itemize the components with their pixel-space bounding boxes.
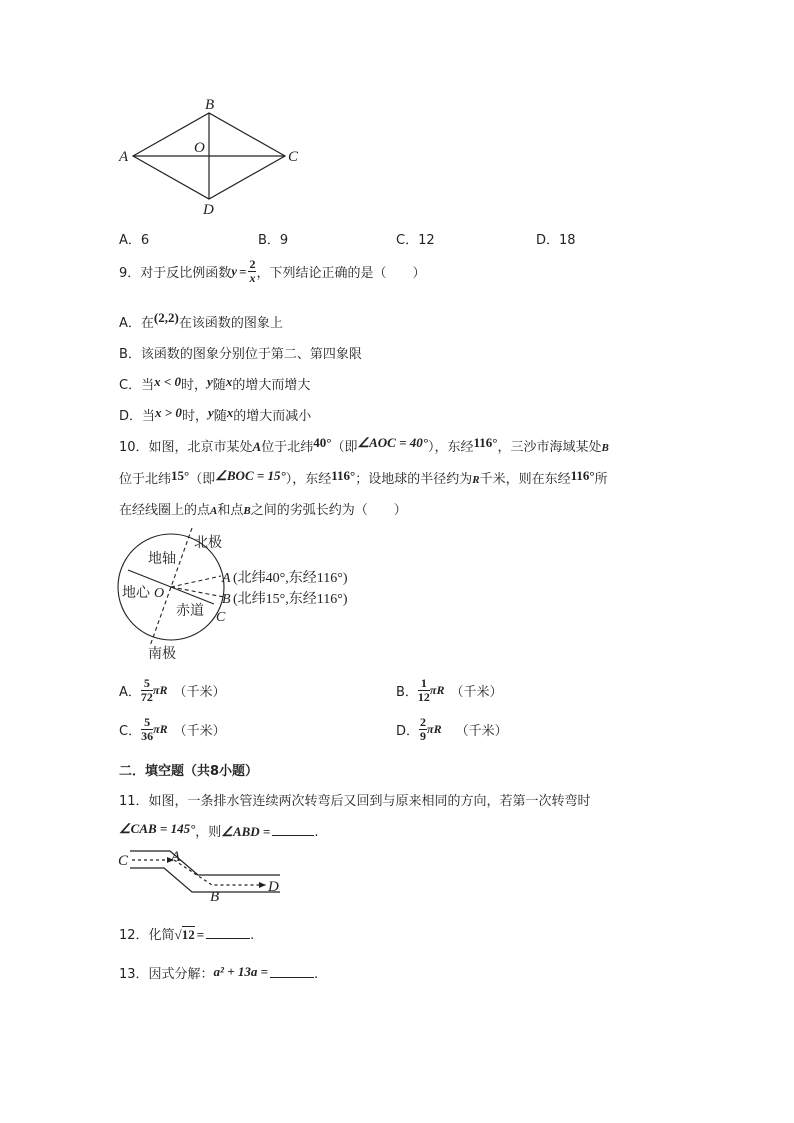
q10-l3-a: 在经线圈上的点 bbox=[119, 503, 211, 518]
q12-answer-blank[interactable] bbox=[206, 926, 250, 939]
q9-fraction-den: x bbox=[249, 271, 256, 285]
earth-label-south-pole: 南极 bbox=[148, 647, 176, 662]
q12-sqrt: √12 bbox=[174, 927, 195, 942]
q9-stem bbox=[119, 258, 426, 285]
q13 bbox=[119, 963, 318, 982]
q9-d-x: x bbox=[226, 405, 234, 420]
q10-l1-116: 116° bbox=[473, 435, 498, 450]
q10-b-letter: B． bbox=[396, 685, 418, 700]
q10-d-num: 2 bbox=[420, 715, 427, 729]
q10-a-fraction bbox=[141, 677, 153, 704]
q10-option-b bbox=[396, 677, 503, 704]
q8-option-b: B．9 bbox=[258, 233, 289, 248]
q8-option-a: A．6 bbox=[119, 233, 150, 248]
q9-d-condition: x > 0 bbox=[155, 405, 182, 420]
q10-l1-point-a: A bbox=[252, 439, 262, 454]
q10-d-den: 9 bbox=[420, 729, 427, 743]
rhombus-label-a: A bbox=[119, 149, 129, 165]
section-fill-in-title: 二．填空题（共8小题） bbox=[119, 764, 259, 779]
q12-prefix: 12．化简 bbox=[119, 928, 175, 943]
q9-d-prefix: D．当 bbox=[119, 409, 156, 424]
q11-mid: ，则 bbox=[195, 825, 222, 840]
earth-label-b: B bbox=[222, 592, 231, 607]
q10-l3-point-b: B bbox=[243, 505, 251, 517]
q10-l2-e: 千米，则在东经 bbox=[479, 472, 571, 487]
rhombus-label-o: O bbox=[194, 140, 205, 156]
rhombus-label-d: D bbox=[203, 202, 214, 218]
q9-option-a bbox=[119, 312, 283, 331]
q11-angle-cab: ∠CAB = 145° bbox=[119, 821, 196, 836]
q9-a-point: (2,2) bbox=[153, 310, 179, 325]
q10-b-unit: （千米） bbox=[450, 685, 503, 700]
q11-answer-blank[interactable] bbox=[272, 823, 314, 836]
q9-prefix: 9．对于反比例函数 bbox=[119, 266, 232, 281]
q10-option-a bbox=[119, 677, 225, 704]
q10-l3-c: 之间的劣弧长约为（ ） bbox=[250, 503, 407, 518]
earth-note-a: (北纬40°,东经116°) bbox=[233, 571, 348, 586]
q10-l2-116b: 116° bbox=[570, 468, 595, 483]
q10-a-unit: （千米） bbox=[173, 685, 226, 700]
rhombus-figure bbox=[115, 95, 315, 220]
q8-option-d: D．18 bbox=[536, 233, 576, 248]
q9-a-suffix: 在该函数的图象上 bbox=[178, 316, 283, 331]
q13-answer-blank[interactable] bbox=[270, 965, 314, 978]
earth-label-a: A bbox=[222, 571, 231, 586]
q10-l2-f: 所 bbox=[594, 472, 608, 487]
q10-a-den: 72 bbox=[140, 690, 153, 704]
q8-option-c: C．12 bbox=[396, 233, 435, 248]
q10-line-1 bbox=[119, 436, 609, 455]
q10-c-fraction bbox=[141, 716, 153, 743]
earth-label-center: 地心 bbox=[122, 586, 150, 601]
q9-eq: = bbox=[239, 263, 247, 279]
q9-suffix: ，下列结论正确的是（ ） bbox=[256, 266, 426, 281]
q10-l1-d: ），东经 bbox=[427, 440, 474, 455]
q10-l2-a: 位于北纬 bbox=[119, 472, 172, 487]
q10-c-den: 36 bbox=[141, 729, 154, 743]
q9-d-suffix: 的增大而减小 bbox=[233, 409, 312, 424]
q12-radicand: 12 bbox=[181, 927, 195, 942]
q9-fraction-num: 2 bbox=[249, 257, 256, 271]
earth-label-axis: 地轴 bbox=[148, 552, 176, 567]
q11-angle-abd: ∠ABD = bbox=[221, 824, 271, 839]
q11-line-1: 11．如图，一条排水管连续两次转弯后又回到与原来相同的方向，若第一次转弯时 bbox=[119, 794, 591, 809]
q10-d-letter: D． bbox=[396, 724, 420, 739]
q9-c-prefix: C．当 bbox=[119, 378, 155, 393]
q10-l3-point-a: A bbox=[210, 505, 218, 517]
q12-end: . bbox=[250, 928, 255, 943]
q10-l1-b: 位于北纬 bbox=[261, 440, 314, 455]
q10-d-fraction bbox=[419, 716, 427, 743]
q10-l2-d: ；设地球的半径约为 bbox=[355, 472, 473, 487]
q10-l1-e: ，三沙市海域某处 bbox=[497, 440, 602, 455]
q10-line-2 bbox=[119, 468, 608, 487]
q10-d-pi-r: πR bbox=[427, 722, 442, 736]
earth-label-c: C bbox=[216, 610, 226, 625]
q11-line-2 bbox=[119, 821, 318, 840]
earth-note-b: (北纬15°,东经116°) bbox=[233, 592, 348, 607]
q10-d-unit: （千米） bbox=[455, 724, 508, 739]
q10-c-unit: （千米） bbox=[173, 724, 226, 739]
q9-a-prefix: A．在 bbox=[119, 316, 154, 331]
q10-l2-b: （即 bbox=[189, 472, 216, 487]
q12-eq: = bbox=[196, 927, 205, 942]
earth-diagram bbox=[112, 525, 372, 665]
q10-option-d bbox=[396, 716, 508, 743]
q9-option-c bbox=[119, 374, 310, 393]
q10-l1-c: （即 bbox=[331, 440, 358, 455]
rhombus-label-b: B bbox=[205, 97, 215, 113]
q10-b-den: 12 bbox=[417, 690, 430, 704]
q9-c-suffix: 的增大而增大 bbox=[232, 378, 311, 393]
q10-l2-angle-boc: ∠BOC = 15° bbox=[215, 468, 286, 483]
q10-l1-angle-aoc: ∠AOC = 40° bbox=[357, 435, 428, 450]
q12 bbox=[119, 924, 254, 943]
earth-label-north-pole: 北极 bbox=[194, 536, 222, 551]
q10-l2-c: ），东经 bbox=[285, 472, 332, 487]
q9-option-d bbox=[119, 405, 311, 424]
q9-d-mid2: 随 bbox=[213, 409, 227, 424]
pipe-label-b: B bbox=[210, 889, 220, 903]
q10-a-letter: A． bbox=[119, 685, 141, 700]
q10-c-letter: C． bbox=[119, 724, 142, 739]
q10-l2-r: R bbox=[472, 474, 480, 486]
pipe-label-d: D bbox=[268, 879, 279, 895]
q10-b-pi-r: πR bbox=[429, 683, 445, 697]
q9-c-mid: 时， bbox=[181, 378, 208, 393]
q9-c-condition: x < 0 bbox=[154, 374, 181, 389]
q10-b-num: 1 bbox=[418, 677, 430, 691]
q13-prefix: 13．因式分解： bbox=[119, 967, 214, 982]
q10-l2-116: 116° bbox=[331, 468, 356, 483]
q10-c-pi-r: πR bbox=[153, 722, 168, 736]
q10-l2-15: 15° bbox=[171, 468, 190, 483]
q10-l3-b: 和点 bbox=[217, 503, 244, 518]
q9-option-b: B．该函数的图象分别位于第二、第四象限 bbox=[119, 347, 362, 362]
q9-c-mid2: 随 bbox=[212, 378, 226, 393]
earth-label-equator: 赤道 bbox=[176, 604, 204, 619]
q10-l1-40: 40° bbox=[313, 435, 332, 450]
q11-end: . bbox=[314, 825, 319, 840]
q10-a-pi-r: πR bbox=[152, 683, 168, 697]
earth-label-o: O bbox=[154, 586, 165, 601]
q10-l1-point-b: B bbox=[601, 442, 609, 454]
q10-c-num: 5 bbox=[141, 716, 153, 730]
q10-a-num: 5 bbox=[141, 677, 153, 691]
q13-expression: a² + 13a = bbox=[213, 964, 269, 979]
q9-c-y: y bbox=[207, 374, 213, 389]
rhombus-label-c: C bbox=[288, 149, 299, 165]
q9-c-x: x bbox=[225, 374, 233, 389]
q10-b-fraction bbox=[418, 677, 430, 704]
q13-end: . bbox=[314, 967, 319, 982]
q10-option-c bbox=[119, 716, 226, 743]
pipe-diagram bbox=[116, 845, 286, 903]
q9-y: y bbox=[231, 263, 238, 279]
q10-l1-a: 10．如图，北京市某处 bbox=[119, 440, 253, 455]
pipe-label-a: A bbox=[171, 849, 181, 865]
pipe-label-c: C bbox=[118, 853, 129, 869]
q10-line-3 bbox=[119, 499, 407, 518]
q9-d-y: y bbox=[207, 405, 214, 420]
q9-d-mid: 时， bbox=[181, 409, 208, 424]
